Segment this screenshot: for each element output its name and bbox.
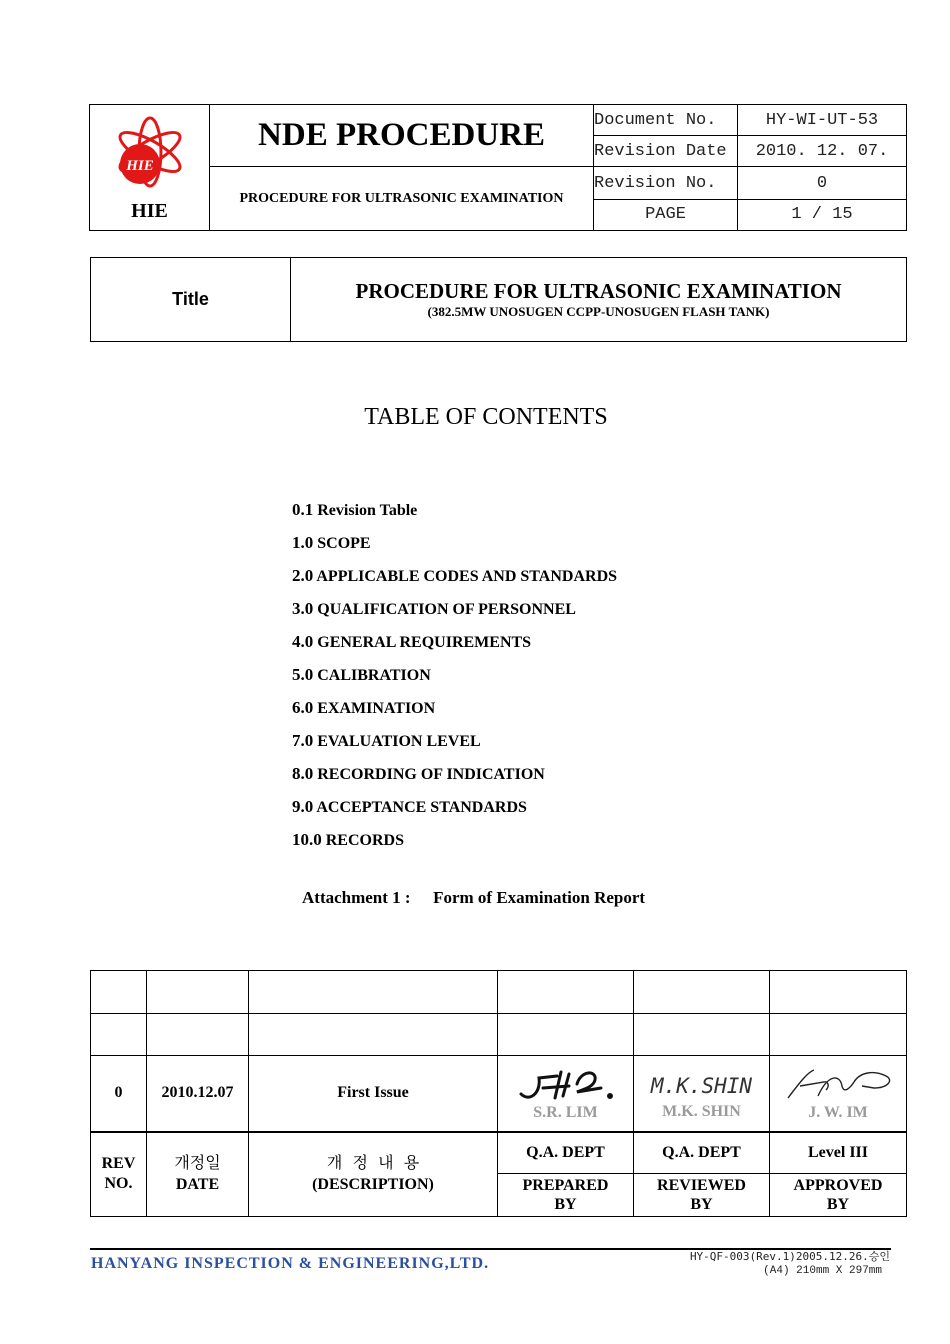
reviewed-signature-cell [634,1056,770,1132]
meta-label: Document No. [594,105,738,136]
approved-name: J. W. IM [808,1104,868,1122]
role-approved-line2: BY [826,1196,850,1213]
footer-form-code: HY-QF-003(Rev.1)2005.12.26.승인 [689,1250,890,1263]
toc-item[interactable] [292,797,527,817]
dept-prepared: Q.A. DEPT [498,1132,634,1174]
role-reviewed-line2: BY [690,1196,713,1213]
toc-item-label: EXAMINATION [317,700,436,717]
desc-header-kr: 개 정 내 용 [326,1153,420,1173]
reviewed-name: M.K. SHIN [662,1103,741,1121]
signature-approved-icon [778,1064,898,1104]
meta-label: PAGE [594,199,738,230]
toc-item-label: CALIBRATION [317,667,431,684]
footer-company: HANYANG INSPECTION & ENGINEERING,LTD. [91,1255,490,1272]
toc-item[interactable] [292,698,435,718]
hie-atom-logo-icon [110,112,190,198]
toc-item-label: QUALIFICATION OF PERSONNEL [317,601,576,618]
toc-item[interactable] [292,500,417,520]
meta-label: Revision No. [594,167,738,199]
toc-item-number: 2.0 [292,566,314,585]
footer-paper-size: (A4) 210mm X 297mm [763,1265,882,1277]
toc-item-label: APPLICABLE CODES AND STANDARDS [316,568,618,585]
doc-type-title: NDE PROCEDURE [210,105,594,167]
rev-description: First Issue [249,1056,498,1132]
toc-item-label: ACCEPTANCE STANDARDS [316,799,527,816]
toc-item[interactable] [292,566,617,586]
toc-item-label: RECORDS [325,832,404,849]
role-reviewed-line1: REVIEWED [657,1177,746,1194]
role-approved-line1: APPROVED [793,1177,883,1194]
desc-header-en: (DESCRIPTION) [312,1176,434,1194]
attachment-line[interactable] [302,888,645,908]
title-main: PROCEDURE FOR ULTRASONIC EXAMINATION [355,278,842,303]
toc-item-number: 0.1 [292,500,314,519]
revision-row [91,1056,907,1132]
toc-item-number: 7.0 [292,731,314,750]
toc-item-number: 10.0 [292,830,322,849]
toc-item-number: 8.0 [292,764,314,783]
toc-item[interactable] [292,731,481,751]
toc-item-label: RECORDING OF INDICATION [317,766,545,783]
toc-heading: TABLE OF CONTENTS [364,404,608,430]
toc-item[interactable] [292,533,371,553]
prepared-signature-cell [498,1056,634,1132]
revision-row-empty [91,1014,907,1056]
approved-signature-cell [770,1056,907,1132]
dept-reviewed: Q.A. DEPT [634,1132,770,1174]
toc-item-number: 3.0 [292,599,314,618]
date-header-en: DATE [175,1176,220,1194]
meta-value: HY-WI-UT-53 [738,105,907,136]
role-prepared-line1: PREPARED [522,1177,609,1194]
date-header-kr: 개정일 [174,1153,221,1173]
toc-item-number: 9.0 [292,797,314,816]
toc-item-number: 4.0 [292,632,314,651]
meta-label: Revision Date [594,136,738,167]
title-label: Title [91,258,291,342]
toc-item-number: 5.0 [292,665,314,684]
toc-item[interactable] [292,665,431,685]
rev-header-line1: REV [101,1155,136,1173]
doc-subtitle: PROCEDURE FOR ULTRASONIC EXAMINATION [210,167,594,231]
prepared-name: S.R. LIM [533,1104,598,1122]
revision-header-row [91,1132,907,1174]
meta-value: 1 / 15 [738,199,907,230]
rev-header-line2: NO. [104,1175,133,1193]
rev-number: 0 [91,1056,147,1132]
company-logo-cell [90,105,210,231]
role-prepared-line2: BY [554,1196,577,1213]
footer-form-info [640,1250,890,1278]
rev-date: 2010.12.07 [147,1056,249,1132]
toc-item-label: EVALUATION LEVEL [317,733,481,750]
toc-item-label: Revision Table [317,502,418,519]
toc-item[interactable] [292,632,531,652]
attachment-text: Form of Examination Report [433,888,646,907]
signature-prepared-icon [511,1064,621,1104]
dept-approved: Level III [770,1132,907,1174]
title-box [90,257,907,342]
svg-text:HIE: HIE [125,158,154,174]
toc-item-number: 6.0 [292,698,314,717]
revision-table [90,970,907,1217]
document-header-table [89,104,907,231]
toc-item[interactable] [292,764,545,784]
toc-item[interactable] [292,830,404,850]
company-abbr: HIE [131,200,168,222]
signature-reviewed-text: M.K.SHIN [650,1074,753,1099]
attachment-label: Attachment 1 : [302,888,411,907]
toc-item-number: 1.0 [292,533,314,552]
toc-item-label: SCOPE [317,535,371,552]
revision-row-empty [91,971,907,1014]
toc-item[interactable] [292,599,576,619]
title-sub: (382.5MW UNOSUGEN CCPP-UNOSUGEN FLASH TANK) [427,303,770,319]
meta-value: 0 [738,167,907,199]
toc-item-label: GENERAL REQUIREMENTS [317,634,532,651]
meta-value: 2010. 12. 07. [738,136,907,167]
